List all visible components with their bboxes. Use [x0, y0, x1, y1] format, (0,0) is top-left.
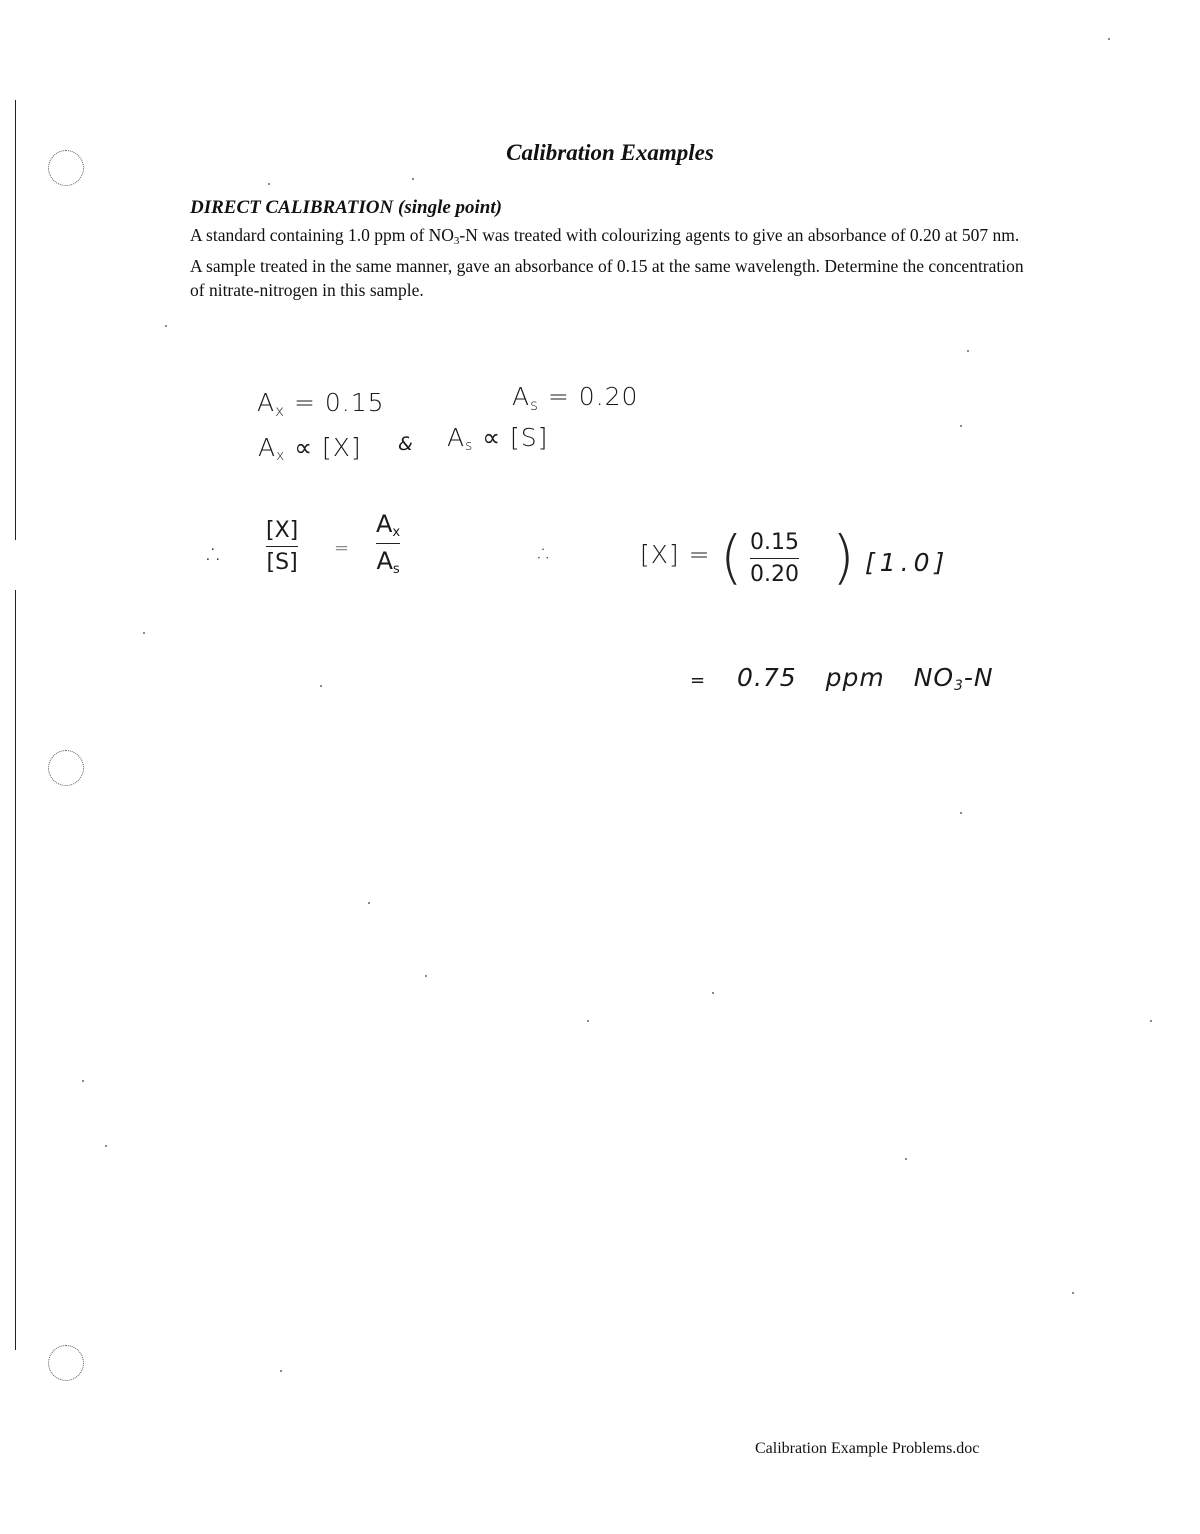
hw-calc-paren-open: ( — [720, 523, 743, 591]
problem-statement — [190, 223, 1030, 303]
hw-ax-sub: x — [275, 402, 285, 420]
hw-abs-num-label: A — [376, 510, 393, 538]
hw-proportional-x — [258, 433, 362, 464]
hw-result-unit: ppm — [825, 663, 885, 692]
hw-ratio-numerator: [X] — [266, 518, 299, 543]
hw-ax-number: = 0.15 — [285, 388, 385, 417]
hw-result-species-rest: -N — [963, 663, 994, 692]
scan-speck — [967, 350, 969, 352]
hw-and-symbol: & — [398, 433, 414, 455]
hw-equals-1: = — [334, 538, 351, 559]
scan-speck — [105, 1145, 107, 1147]
scan-speck — [1150, 1020, 1152, 1022]
scan-speck — [320, 685, 322, 687]
problem-text-part1: A standard containing 1.0 ppm of NO — [190, 225, 454, 245]
hw-absorbance-numerator — [376, 510, 400, 540]
hw-calc-numerator: 0.15 — [750, 530, 799, 555]
hw-therefore-2: ∴ — [538, 542, 553, 567]
hw-result-line — [690, 663, 994, 694]
punch-hole-bottom — [48, 1345, 84, 1381]
scan-speck — [165, 325, 167, 327]
scan-speck — [587, 1020, 589, 1022]
scan-speck — [425, 975, 427, 977]
hw-abs-num-sub: x — [392, 525, 401, 540]
scan-speck — [268, 183, 270, 185]
hw-calc-bar — [750, 558, 799, 559]
hw-result-species — [914, 663, 994, 692]
hw-abs-den-sub: s — [392, 562, 400, 577]
hw-calc-denominator: 0.20 — [750, 562, 799, 587]
hw-proportional-s — [447, 423, 548, 454]
hw-ratio-bar — [266, 546, 298, 547]
hw-ax-value — [257, 388, 385, 420]
hw-prop-left-rest: ∝ [X] — [285, 433, 362, 462]
scan-speck — [143, 632, 145, 634]
hw-absorbance-ratio — [376, 510, 400, 577]
hw-result-species-sub: 3 — [954, 678, 964, 694]
hw-absorbance-denominator — [376, 547, 400, 577]
punch-hole-middle — [48, 750, 84, 786]
hw-as-label: A — [512, 382, 531, 411]
hw-result-equals: = — [690, 670, 707, 691]
hw-as-number: = 0.20 — [538, 382, 639, 411]
hw-ax-label: A — [257, 388, 276, 417]
scan-speck — [280, 1370, 282, 1372]
problem-nitrate-subscript: 3 — [453, 235, 460, 247]
hw-abs-den-label: A — [376, 547, 393, 575]
hw-result-value: 0.75 — [737, 663, 797, 692]
hw-ratio-denominator: [S] — [266, 550, 298, 575]
hw-therefore-1: ∴ — [207, 540, 225, 570]
hw-prop-left-sub: x — [276, 448, 286, 464]
footer-filename: Calibration Example Problems.doc — [755, 1440, 980, 1457]
hw-calc-fraction — [750, 530, 799, 587]
problem-text-part2: -N was treated with colourizing agents to give an absorbance of 0.20 at 507 nm. A sample treated in the same manner, gave an absorbance of 0.15 at the same wavelength. Determine the concentration of nitrate-nitrogen in this sample. — [190, 225, 1024, 300]
hw-concentration-ratio — [266, 518, 298, 575]
hw-prop-right-label: A — [447, 423, 466, 452]
scan-speck — [1108, 38, 1110, 40]
hw-calc-paren-close: ) — [832, 523, 855, 591]
hw-absorbance-bar — [376, 543, 400, 544]
scan-speck — [412, 178, 414, 180]
hw-calc-lhs: [X] = — [640, 540, 711, 569]
hw-prop-right-rest: ∝ [S] — [473, 423, 549, 452]
scan-speck — [1072, 1292, 1074, 1294]
hw-as-value — [512, 382, 638, 414]
section-heading: DIRECT CALIBRATION (single point) — [190, 197, 502, 218]
hw-prop-right-sub: s — [465, 438, 474, 454]
scan-speck — [905, 1158, 907, 1160]
scan-speck — [960, 425, 962, 427]
hw-prop-left-label: A — [258, 433, 277, 462]
scan-speck — [712, 992, 714, 994]
binder-edge-line-top — [15, 100, 16, 540]
scan-speck — [368, 902, 370, 904]
scan-speck — [82, 1080, 84, 1082]
hw-result-species-label: NO — [913, 663, 955, 692]
binder-edge-line-bottom — [15, 590, 16, 1350]
scan-speck — [960, 812, 962, 814]
hw-as-sub: s — [530, 396, 539, 414]
page-title: Calibration Examples — [506, 140, 714, 165]
hw-calc-factor: [1.0] — [865, 548, 950, 577]
